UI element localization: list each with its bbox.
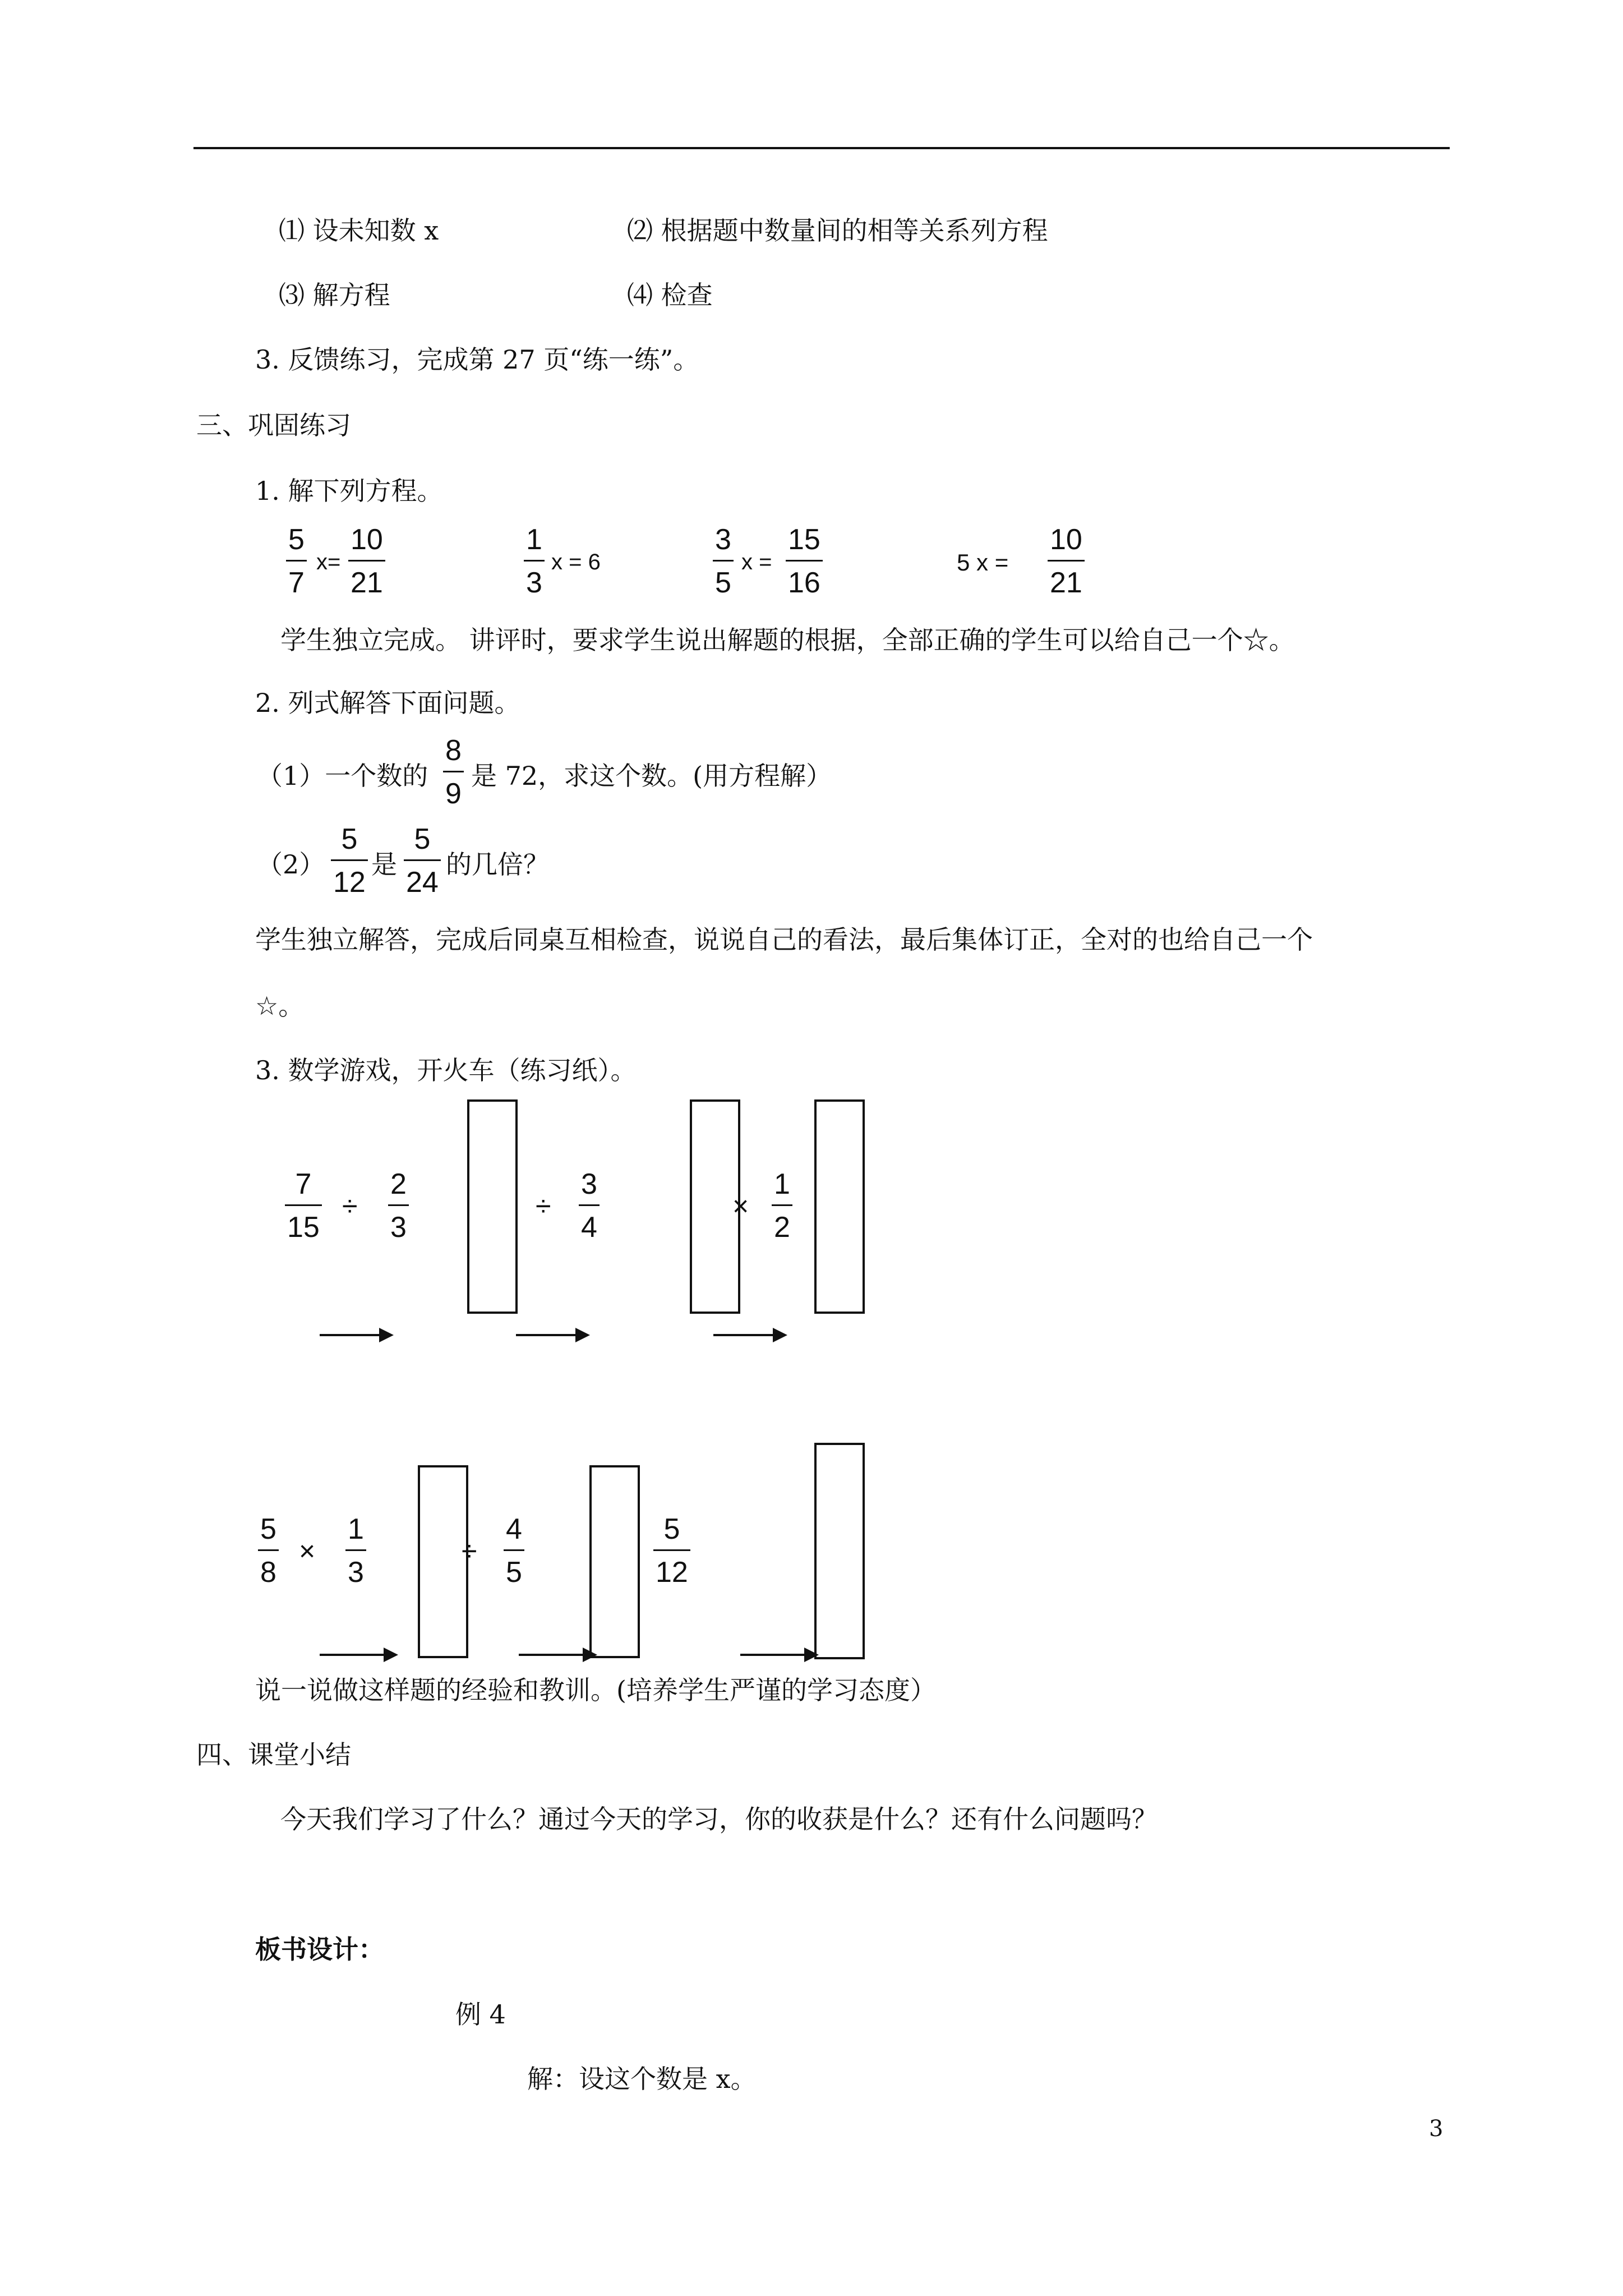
- train2-arrow-3: [740, 1654, 806, 1656]
- denominator: 5: [715, 567, 731, 599]
- q3-title: 3. 数学游戏，开火车（练习纸）。: [255, 1055, 637, 1085]
- train1-fraction-2: [388, 1170, 409, 1242]
- q2-title: 2. 列式解答下面问题。: [255, 688, 520, 718]
- numerator: 3: [715, 523, 731, 556]
- q2-p1-fraction: [443, 736, 464, 808]
- numerator: 10: [1050, 523, 1082, 556]
- q2-p2-post: 的几倍？: [446, 849, 549, 880]
- denominator: 24: [406, 866, 439, 899]
- q3-note: 说一说做这样题的经验和教训。(培养学生严谨的学习态度）: [255, 1675, 936, 1705]
- train2-arrow-2: [519, 1654, 585, 1656]
- train2-fraction-4: [653, 1515, 690, 1587]
- step-4: ⑷ 检查: [627, 280, 713, 310]
- q1-eq1-rhs: [348, 525, 385, 597]
- header-rule: [193, 147, 1450, 149]
- train1-arrow-1: [320, 1334, 381, 1336]
- section-3-title: 三、巩固练习: [196, 410, 351, 440]
- denominator: 3: [348, 1556, 364, 1589]
- numerator: 1: [526, 523, 542, 556]
- page-number: 3: [1429, 2116, 1444, 2142]
- step-1: ⑴ 设未知数 x: [279, 215, 439, 246]
- board-solution: 解：设这个数是 x。: [527, 2064, 757, 2094]
- q1-eq1-fraction: [286, 525, 307, 597]
- q2-note-line-2: ☆。: [255, 991, 305, 1021]
- train2-answer-box-1[interactable]: [418, 1465, 468, 1658]
- denominator: 16: [788, 567, 820, 599]
- train1-op-3: ×: [732, 1190, 749, 1222]
- q2-p1-post: 是 72，求这个数。(用方程解）: [471, 761, 832, 791]
- step-2: ⑵ 根据题中数量间的相等关系列方程: [627, 215, 1048, 246]
- train1-answer-box-3[interactable]: [814, 1099, 865, 1314]
- numerator: 8: [445, 734, 462, 767]
- train1-fraction-3: [579, 1170, 600, 1242]
- train2-op-2: ÷: [462, 1535, 477, 1567]
- q1-eq2-rest: x = 6: [551, 550, 601, 574]
- numerator: 2: [390, 1168, 407, 1200]
- numerator: 15: [788, 523, 820, 556]
- q2-p2-fraction-b: [404, 825, 441, 897]
- denominator: 12: [333, 866, 366, 899]
- train2-op-1: ×: [299, 1535, 316, 1567]
- q2-p2-fraction-a: [331, 825, 368, 897]
- summary-text: 今天我们学习了什么？通过今天的学习，你的收获是什么？还有什么问题吗？: [280, 1804, 1158, 1834]
- denominator: 3: [390, 1211, 407, 1244]
- train2-answer-box-3[interactable]: [814, 1443, 865, 1659]
- train1-op-1: ÷: [342, 1190, 358, 1222]
- q2-p2-mid: 是: [371, 849, 397, 880]
- train1-arrow-2: [516, 1334, 578, 1336]
- q1-eq4-lead: 5 x =: [957, 549, 1009, 576]
- denominator: 21: [1050, 567, 1082, 599]
- q1-eq3-rhs: [786, 525, 823, 597]
- numerator: 5: [663, 1513, 680, 1545]
- q1-eq3-mid: x =: [741, 550, 772, 574]
- q1-title: 1. 解下列方程。: [255, 476, 443, 506]
- q2-note-line-1: 学生独立解答，完成后同桌互相检查，说说自己的看法，最后集体订正，全对的也给自己一个: [255, 924, 1313, 955]
- q1-eq2-fraction: [524, 525, 545, 597]
- denominator: 9: [445, 777, 462, 810]
- train2-arrow-1: [320, 1654, 386, 1656]
- numerator: 3: [581, 1168, 597, 1200]
- numerator: 5: [288, 523, 305, 556]
- numerator: 10: [351, 523, 383, 556]
- denominator: 3: [526, 567, 542, 599]
- q2-p1-pre: （1）一个数的: [257, 761, 428, 791]
- q1-note: 学生独立完成。 讲评时，要求学生说出解题的根据，全部正确的学生可以给自己一个☆。: [280, 625, 1295, 655]
- denominator: 15: [287, 1211, 320, 1244]
- train1-answer-box-1[interactable]: [467, 1099, 518, 1314]
- numerator: 5: [414, 823, 431, 855]
- train1-fraction-4: [772, 1170, 792, 1242]
- denominator: 8: [260, 1556, 276, 1589]
- q1-eq3-fraction: [713, 525, 734, 597]
- feedback-line: 3. 反馈练习，完成第 27 页“练一练”。: [255, 344, 699, 375]
- train2-fraction-3: [504, 1515, 524, 1587]
- q1-eq4-rhs: [1048, 525, 1085, 597]
- numerator: 1: [348, 1513, 364, 1545]
- numerator: 4: [506, 1513, 522, 1545]
- numerator: 1: [774, 1168, 790, 1200]
- denominator: 5: [506, 1556, 522, 1589]
- q2-p2-pre: （2）: [257, 849, 325, 880]
- train2-fraction-1: [258, 1515, 279, 1587]
- numerator: 5: [341, 823, 358, 855]
- board-title: 板书设计：: [255, 1934, 384, 1964]
- train2-fraction-2: [345, 1515, 366, 1587]
- train1-op-2: ÷: [536, 1190, 551, 1222]
- denominator: 21: [351, 567, 383, 599]
- section-4-title: 四、课堂小结: [196, 1740, 351, 1770]
- train1-arrow-3: [713, 1334, 775, 1336]
- step-3: ⑶ 解方程: [279, 280, 390, 310]
- q1-eq1-mid: x=: [316, 550, 341, 574]
- denominator: 4: [581, 1211, 597, 1244]
- train2-answer-box-2[interactable]: [589, 1465, 640, 1658]
- denominator: 12: [656, 1556, 688, 1589]
- denominator: 2: [774, 1211, 790, 1244]
- train1-fraction-1: [285, 1170, 322, 1242]
- board-example: 例 4: [455, 1999, 506, 2030]
- numerator: 7: [295, 1168, 312, 1200]
- denominator: 7: [288, 567, 305, 599]
- numerator: 5: [260, 1513, 276, 1545]
